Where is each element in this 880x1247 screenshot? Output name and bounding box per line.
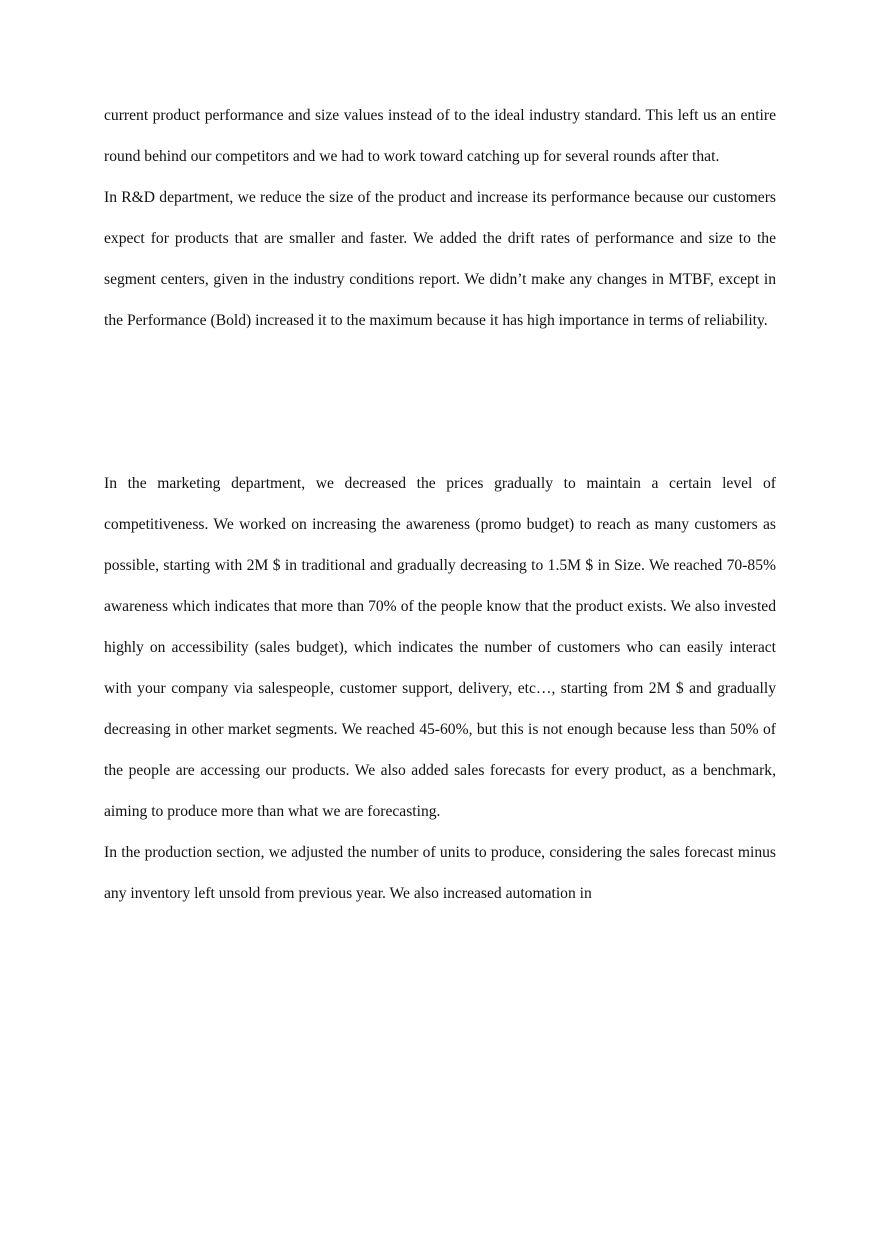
text-section-bottom bbox=[104, 463, 776, 914]
paragraph-rnd: In R&D department, we reduce the size of the product and increase its performance because our customers expect for products that are smaller and faster. We added the drift rates of performance and size to the segment centers, given in the industry conditions report. We didn’t make any changes in MTBF, except in the Performance (Bold) increased it to the maximum because it has high importance in terms of reliability. bbox=[104, 189, 776, 329]
paragraph-production: In the production section, we adjusted the number of units to produce, considering the sales forecast minus any inventory left unsold from previous year. We also increased automation in bbox=[104, 844, 776, 902]
paragraph-continuation: current product performance and size values instead of to the ideal industry standard. This left us an entire round behind our competitors and we had to work toward catching up for several rounds after that. bbox=[104, 107, 776, 165]
text-section-top bbox=[104, 95, 776, 341]
paragraph-marketing: In the marketing department, we decreased the prices gradually to maintain a certain level of competitiveness. We worked on increasing the awareness (promo budget) to reach as many customers as possible, starting with 2M $ in traditional and gradually decreasing to 1.5M $ in Size. We reached 70-85% awareness which indicates that more than 70% of the people know that the product exists. We also invested highly on accessibility (sales budget), which indicates the number of customers who can easily interact with your company via salespeople, customer support, delivery, etc…, starting from 2M $ and gradually decreasing in other market segments. We reached 45-60%, but this is not enough because less than 50% of the people are accessing our products. We also added sales forecasts for every product, as a benchmark, aiming to produce more than what we are forecasting. bbox=[104, 475, 776, 820]
